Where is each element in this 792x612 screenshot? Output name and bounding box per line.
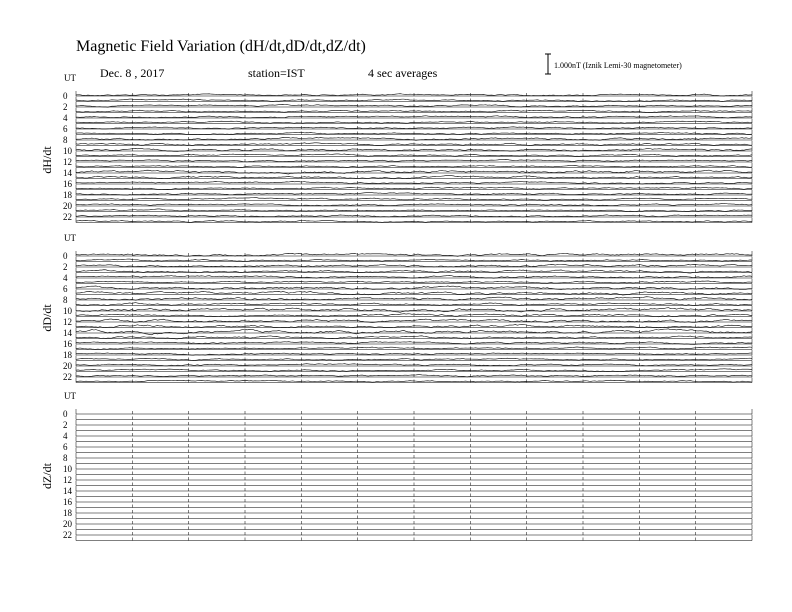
hour-row-label: 4 [63,431,68,441]
hour-row-label: 20 [63,201,72,211]
hour-row-label: 16 [63,339,72,349]
hour-row-label: 22 [63,212,72,222]
hour-row-label: 12 [63,157,72,167]
time-axis-label: UT [64,73,76,83]
hour-row-label: 18 [63,350,72,360]
station-label: station=IST [248,66,305,80]
hour-row-label: 10 [63,146,72,156]
hour-row-label: 12 [63,475,72,485]
hour-row-label: 16 [63,497,72,507]
hour-row-label: 18 [63,190,72,200]
hour-row-label: 0 [63,91,68,101]
hour-row-label: 8 [63,453,68,463]
hour-row-label: 22 [63,372,72,382]
hour-row-label: 10 [63,464,72,474]
hour-row-label: 2 [63,102,68,112]
time-axis-label: UT [64,391,76,401]
panel-axis-label: dH/dt [40,146,54,174]
hour-row-label: 22 [63,530,72,540]
hour-row-label: 16 [63,179,72,189]
hour-row-label: 8 [63,135,68,145]
hour-row-label: 0 [63,409,68,419]
hour-row-label: 10 [63,306,72,316]
chart-title: Magnetic Field Variation (dH/dt,dD/dt,dZ/dt) [76,38,366,55]
hour-row-label: 14 [63,486,72,496]
hour-row-label: 6 [63,284,68,294]
panel-axis-label: dD/dt [40,304,54,332]
hour-row-label: 2 [63,420,68,430]
hour-row-label: 20 [63,519,72,529]
hour-row-label: 8 [63,295,68,305]
hour-row-label: 6 [63,124,68,134]
time-axis-label: UT [64,233,76,243]
scale-bar-label: 1.000nT (Iznik Lemi-30 magnetometer) [554,61,682,70]
hour-row-label: 6 [63,442,68,452]
hour-row-label: 4 [63,113,68,123]
hour-row-label: 14 [63,328,72,338]
hour-row-label: 20 [63,361,72,371]
hour-row-label: 2 [63,262,68,272]
hour-row-label: 0 [63,251,68,261]
panel-axis-label: dZ/dt [40,463,54,489]
hour-row-label: 18 [63,508,72,518]
hour-row-label: 14 [63,168,72,178]
date-label: Dec. 8 , 2017 [100,66,165,80]
hour-row-label: 4 [63,273,68,283]
hour-row-label: 12 [63,317,72,327]
averaging-label: 4 sec averages [368,66,438,80]
